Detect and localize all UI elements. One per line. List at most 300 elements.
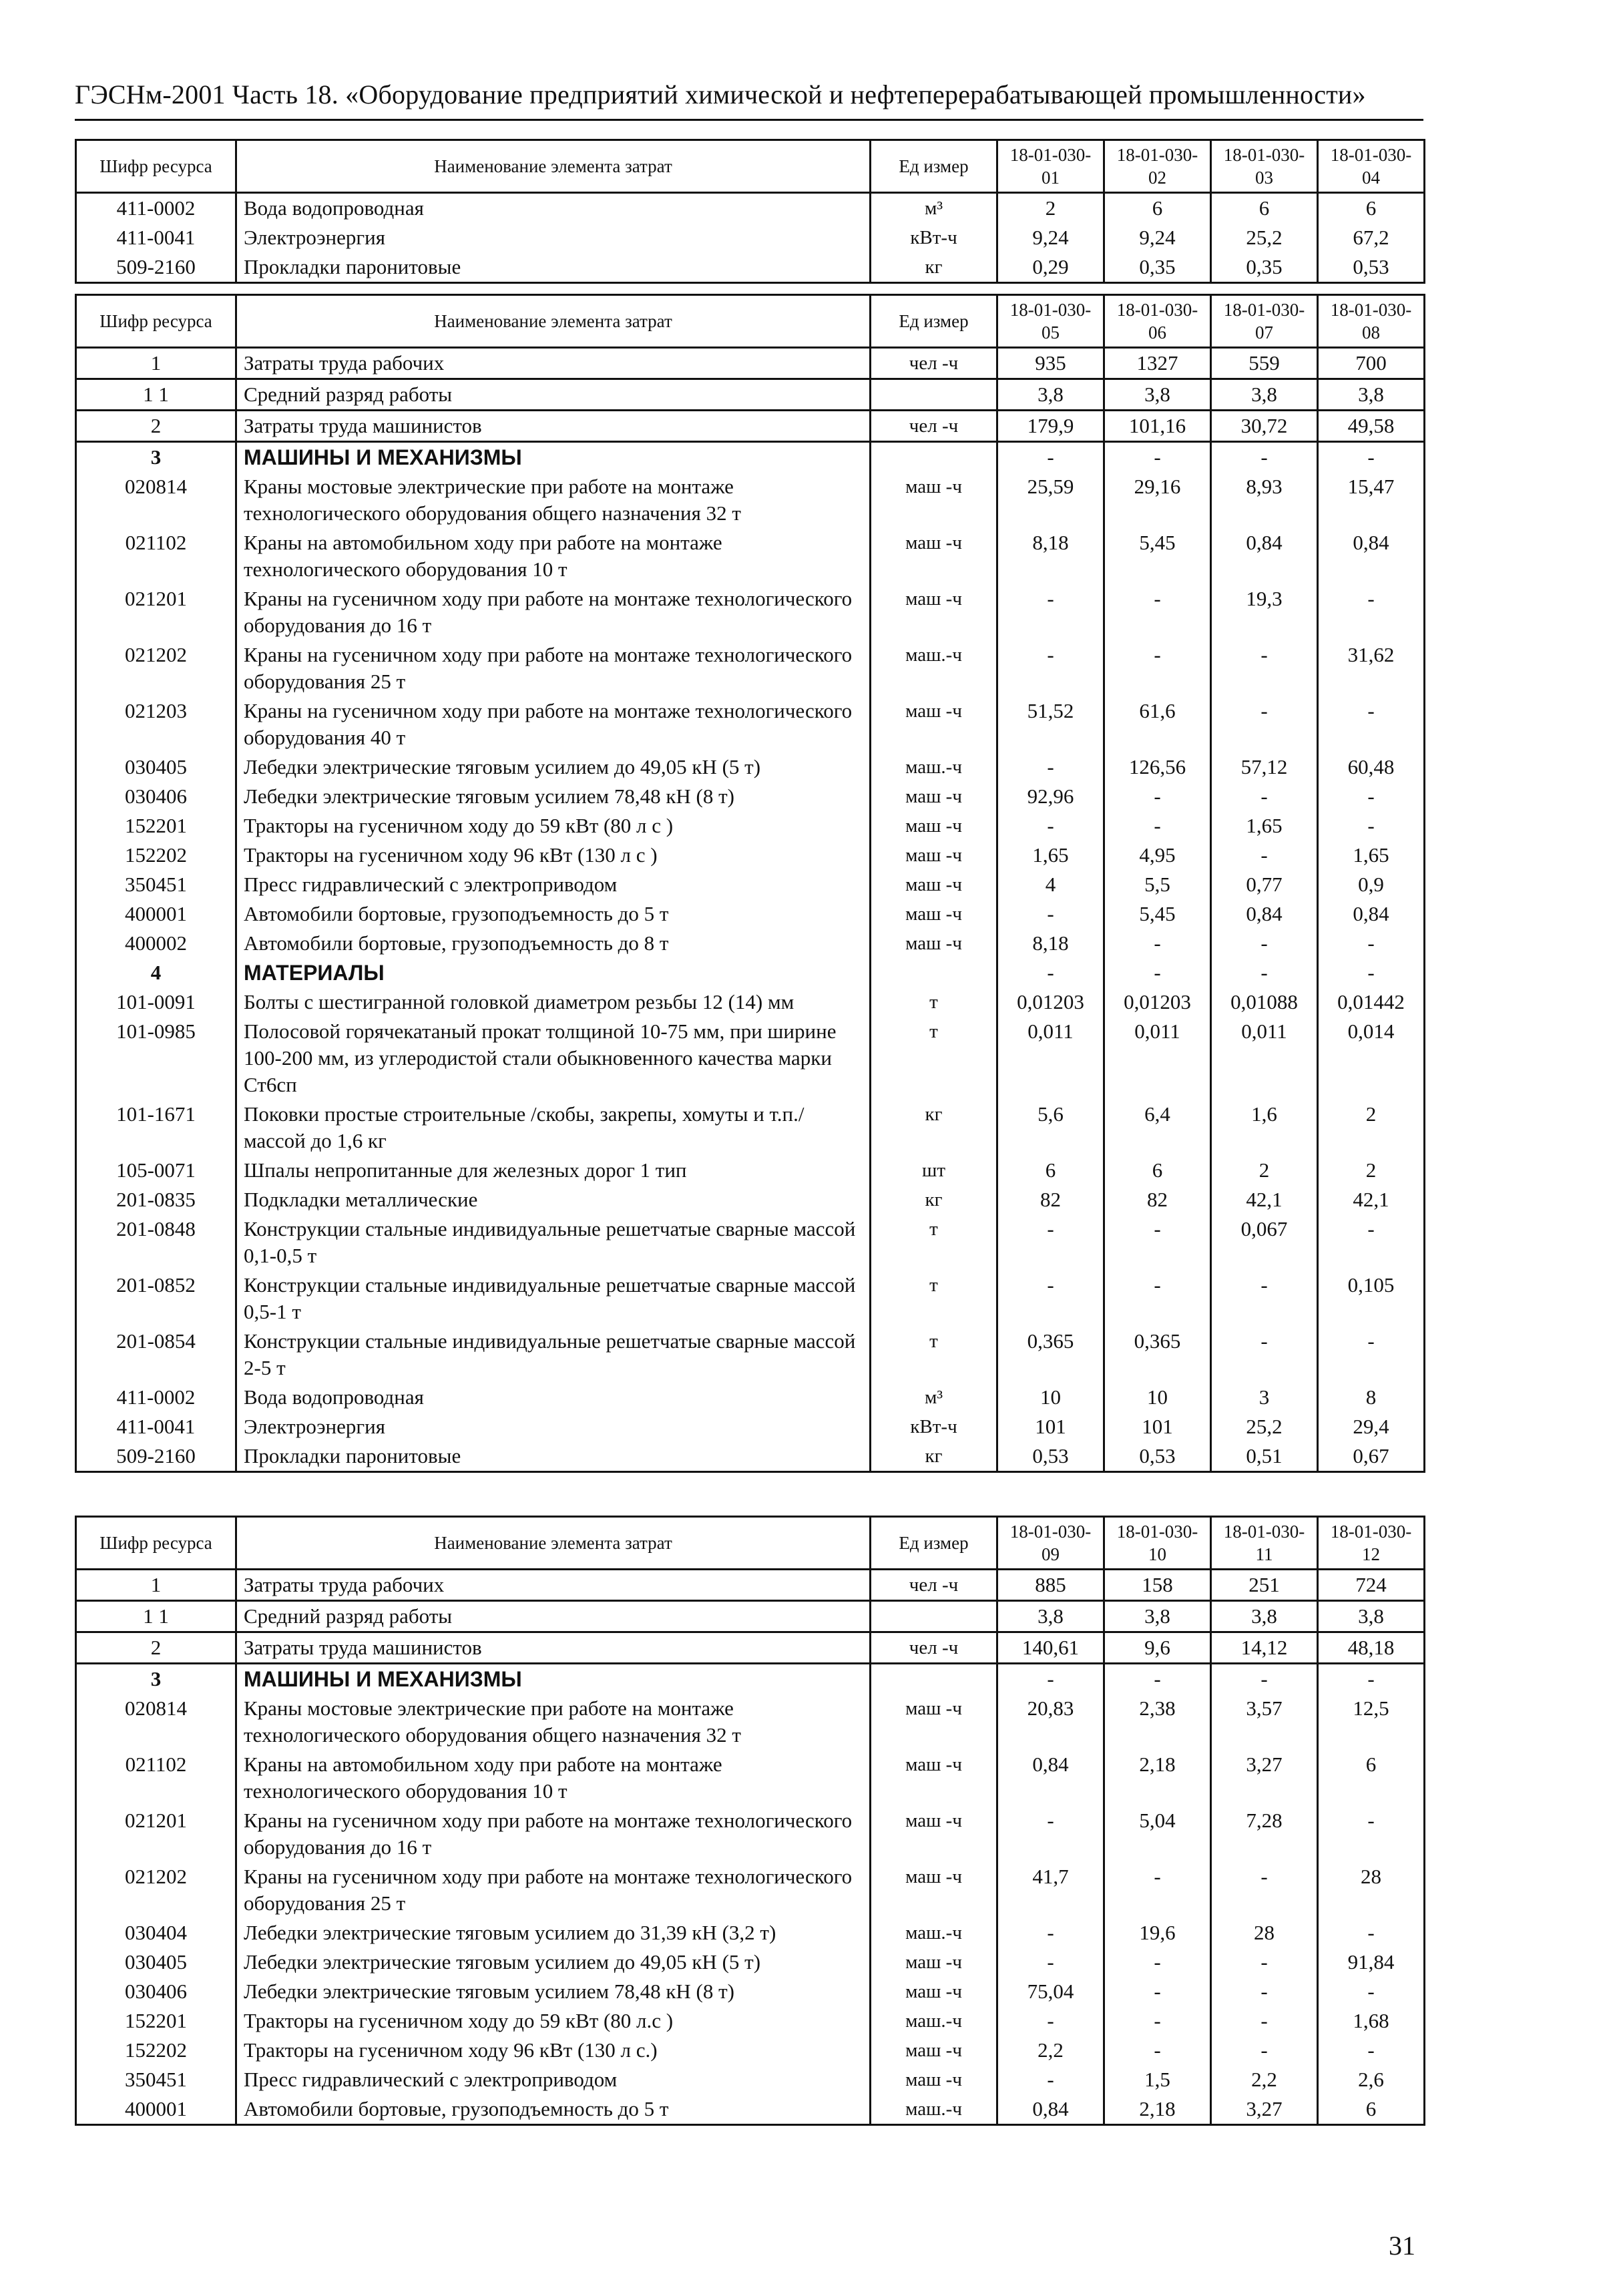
resource-name-cell: Конструкции стальные индивидуальные решетчатые сварные массой 2-5 т bbox=[236, 1327, 871, 1383]
resource-code-cell: 201-0854 bbox=[76, 1327, 236, 1383]
value-cell: - bbox=[1211, 640, 1318, 696]
table-row bbox=[76, 1570, 1425, 1601]
value-cell: 3,8 bbox=[1104, 1601, 1211, 1632]
value-cell: 3,8 bbox=[1211, 1601, 1318, 1632]
value-cell: 2,2 bbox=[1211, 2065, 1318, 2094]
unit-cell: маш -ч bbox=[871, 899, 997, 929]
value-cell: 0,01442 bbox=[1318, 987, 1425, 1017]
resource-name-cell: Электроэнергия bbox=[236, 223, 871, 252]
header-code: Шифр ресурса bbox=[76, 1517, 236, 1570]
value-cell: 31,62 bbox=[1318, 640, 1425, 696]
header-col-2: 18-01-030-06 bbox=[1104, 295, 1211, 348]
resource-code-cell: 152202 bbox=[76, 2036, 236, 2065]
resource-name-cell: Лебедки электрические тяговым усилием 78,48 кН (8 т) bbox=[236, 782, 871, 811]
table-row bbox=[76, 193, 1425, 224]
value-cell: 0,011 bbox=[1211, 1017, 1318, 1100]
resource-name-cell: Прокладки паронитовые bbox=[236, 252, 871, 283]
value-cell: - bbox=[1211, 1271, 1318, 1327]
table-row bbox=[76, 2036, 1425, 2065]
value-cell: 12,5 bbox=[1318, 1694, 1425, 1750]
resource-name-cell: Автомобили бортовые, грузоподъемность до 8 т bbox=[236, 929, 871, 958]
value-cell: 0,53 bbox=[997, 1441, 1104, 1472]
resource-table-3 bbox=[75, 1516, 1425, 2126]
resource-code-cell: 021102 bbox=[76, 1750, 236, 1806]
value-cell: - bbox=[1104, 584, 1211, 640]
value-cell: 9,24 bbox=[1104, 223, 1211, 252]
value-cell: 2,2 bbox=[997, 2036, 1104, 2065]
value-cell: - bbox=[1318, 1918, 1425, 1947]
resource-code-cell: 411-0041 bbox=[76, 1412, 236, 1441]
value-cell: 91,84 bbox=[1318, 1947, 1425, 1977]
value-cell: 67,2 bbox=[1318, 223, 1425, 252]
resource-name-cell: Лебедки электрические тяговым усилием до 31,39 кН (3,2 т) bbox=[236, 1918, 871, 1947]
header-code: Шифр ресурса bbox=[76, 140, 236, 193]
resource-name-cell: Лебедки электрические тяговым усилием 78,48 кН (8 т) bbox=[236, 1977, 871, 2006]
value-cell: 29,4 bbox=[1318, 1412, 1425, 1441]
table-row bbox=[76, 223, 1425, 252]
value-cell: - bbox=[997, 1214, 1104, 1271]
value-cell: 57,12 bbox=[1211, 752, 1318, 782]
header-col-3: 18-01-030-03 bbox=[1211, 140, 1318, 193]
resource-name-cell: Затраты труда рабочих bbox=[236, 1570, 871, 1601]
table-row bbox=[76, 870, 1425, 899]
table-row bbox=[76, 1806, 1425, 1862]
header-code: Шифр ресурса bbox=[76, 295, 236, 348]
value-cell: 42,1 bbox=[1318, 1185, 1425, 1214]
value-cell: 92,96 bbox=[997, 782, 1104, 811]
page-header-title: ГЭСНм-2001 Часть 18. «Оборудование предприятий химической и нефтеперерабатывающей промышленности» bbox=[75, 79, 1366, 109]
value-cell: - bbox=[1318, 1214, 1425, 1271]
value-cell: - bbox=[997, 1806, 1104, 1862]
value-cell: 2,6 bbox=[1318, 2065, 1425, 2094]
resource-code-cell: 201-0835 bbox=[76, 1185, 236, 1214]
header-rule bbox=[75, 119, 1423, 121]
value-cell: 3,8 bbox=[997, 1601, 1104, 1632]
value-cell: - bbox=[997, 2065, 1104, 2094]
resource-name-cell: Краны на гусеничном ходу при работе на монтаже технологического оборудования до 16 т bbox=[236, 584, 871, 640]
unit-cell: чел -ч bbox=[871, 1632, 997, 1664]
resource-name-cell: Пресс гидравлический с электроприводом bbox=[236, 2065, 871, 2094]
value-cell: 61,6 bbox=[1104, 696, 1211, 752]
resource-name-cell: Вода водопроводная bbox=[236, 193, 871, 224]
unit-cell bbox=[871, 379, 997, 411]
table-row bbox=[76, 1271, 1425, 1327]
table-row bbox=[76, 584, 1425, 640]
value-cell: - bbox=[1104, 1862, 1211, 1918]
header-col-3: 18-01-030-07 bbox=[1211, 295, 1318, 348]
header-name: Наименование элемента затрат bbox=[236, 295, 871, 348]
resource-name-cell: МАШИНЫ И МЕХАНИЗМЫ bbox=[236, 1664, 871, 1694]
resource-name-cell: Лебедки электрические тяговым усилием до 49,05 кН (5 т) bbox=[236, 752, 871, 782]
value-cell: 179,9 bbox=[997, 411, 1104, 442]
table-row bbox=[76, 1327, 1425, 1383]
table-row bbox=[76, 472, 1425, 528]
resource-name-cell: Прокладки паронитовые bbox=[236, 1441, 871, 1472]
value-cell: - bbox=[1104, 1214, 1211, 1271]
value-cell: 6 bbox=[1211, 193, 1318, 224]
header-col-1: 18-01-030-09 bbox=[997, 1517, 1104, 1570]
value-cell: 0,011 bbox=[1104, 1017, 1211, 1100]
value-cell: 19,6 bbox=[1104, 1918, 1211, 1947]
resource-code-cell: 400001 bbox=[76, 899, 236, 929]
header-col-1: 18-01-030-05 bbox=[997, 295, 1104, 348]
table-row bbox=[76, 1214, 1425, 1271]
resource-name-cell: МАШИНЫ И МЕХАНИЗМЫ bbox=[236, 442, 871, 473]
unit-cell: кг bbox=[871, 1185, 997, 1214]
value-cell: 29,16 bbox=[1104, 472, 1211, 528]
table-row bbox=[76, 2006, 1425, 2036]
value-cell: - bbox=[1104, 782, 1211, 811]
value-cell: - bbox=[997, 1271, 1104, 1327]
resource-name-cell: Автомобили бортовые, грузоподъемность до 5 т bbox=[236, 2094, 871, 2125]
table-row bbox=[76, 752, 1425, 782]
resource-code-cell: 030404 bbox=[76, 1918, 236, 1947]
resource-code-cell: 101-1671 bbox=[76, 1100, 236, 1156]
value-cell: 0,84 bbox=[997, 2094, 1104, 2125]
value-cell: 3,8 bbox=[1211, 379, 1318, 411]
resource-name-cell: Средний разряд работы bbox=[236, 379, 871, 411]
value-cell: 6 bbox=[997, 1156, 1104, 1185]
table-row bbox=[76, 1441, 1425, 1472]
value-cell: - bbox=[997, 640, 1104, 696]
value-cell: 6 bbox=[1104, 193, 1211, 224]
value-cell: 0,84 bbox=[1318, 528, 1425, 584]
value-cell: 14,12 bbox=[1211, 1632, 1318, 1664]
value-cell: 30,72 bbox=[1211, 411, 1318, 442]
table-row bbox=[76, 1383, 1425, 1412]
header-col-4: 18-01-030-12 bbox=[1318, 1517, 1425, 1570]
value-cell: 6 bbox=[1318, 193, 1425, 224]
value-cell: 6 bbox=[1318, 1750, 1425, 1806]
unit-cell: кг bbox=[871, 252, 997, 283]
resource-code-cell: 021202 bbox=[76, 1862, 236, 1918]
value-cell: 0,51 bbox=[1211, 1441, 1318, 1472]
value-cell: 0,84 bbox=[997, 1750, 1104, 1806]
value-cell: 75,04 bbox=[997, 1977, 1104, 2006]
value-cell: 0,365 bbox=[1104, 1327, 1211, 1383]
value-cell: - bbox=[1318, 584, 1425, 640]
value-cell: - bbox=[1104, 2036, 1211, 2065]
value-cell: - bbox=[1211, 841, 1318, 870]
value-cell: 3 bbox=[1211, 1383, 1318, 1412]
value-cell: 82 bbox=[1104, 1185, 1211, 1214]
table-row bbox=[76, 1977, 1425, 2006]
header-col-1: 18-01-030-01 bbox=[997, 140, 1104, 193]
header-unit: Ед измер bbox=[871, 295, 997, 348]
table-row bbox=[76, 1947, 1425, 1977]
table-row bbox=[76, 1185, 1425, 1214]
value-cell: 3,27 bbox=[1211, 1750, 1318, 1806]
value-cell: 5,6 bbox=[997, 1100, 1104, 1156]
value-cell: 0,365 bbox=[997, 1327, 1104, 1383]
value-cell: 2 bbox=[1318, 1156, 1425, 1185]
value-cell: 0,01203 bbox=[997, 987, 1104, 1017]
value-cell: 0,067 bbox=[1211, 1214, 1318, 1271]
table-row bbox=[76, 348, 1425, 379]
value-cell: 0,84 bbox=[1318, 899, 1425, 929]
unit-cell: маш -ч bbox=[871, 528, 997, 584]
value-cell: 101 bbox=[997, 1412, 1104, 1441]
resource-name-cell: МАТЕРИАЛЫ bbox=[236, 958, 871, 987]
unit-cell: т bbox=[871, 1214, 997, 1271]
table-row bbox=[76, 528, 1425, 584]
resource-code-cell: 030405 bbox=[76, 752, 236, 782]
table-row bbox=[76, 442, 1425, 473]
header-col-2: 18-01-030-02 bbox=[1104, 140, 1211, 193]
resource-code-cell: 350451 bbox=[76, 870, 236, 899]
table-row bbox=[76, 696, 1425, 752]
value-cell: - bbox=[1211, 2036, 1318, 2065]
unit-cell: маш -ч bbox=[871, 2036, 997, 2065]
value-cell: 1,65 bbox=[997, 841, 1104, 870]
value-cell: 7,28 bbox=[1211, 1806, 1318, 1862]
value-cell: 9,24 bbox=[997, 223, 1104, 252]
value-cell: - bbox=[1104, 811, 1211, 841]
unit-cell: чел -ч bbox=[871, 1570, 997, 1601]
resource-code-cell: 4 bbox=[76, 958, 236, 987]
value-cell: 724 bbox=[1318, 1570, 1425, 1601]
unit-cell: маш -ч bbox=[871, 1694, 997, 1750]
resource-code-cell: 101-0985 bbox=[76, 1017, 236, 1100]
table-row bbox=[76, 379, 1425, 411]
value-cell: 0,9 bbox=[1318, 870, 1425, 899]
resource-name-cell: Полосовой горячекатаный прокат толщиной 10-75 мм, при ширине 100-200 мм, из углеродистой стали обыкновенного качества марки Ст6сп bbox=[236, 1017, 871, 1100]
value-cell: - bbox=[1104, 958, 1211, 987]
resource-name-cell: Краны на гусеничном ходу при работе на монтаже технологического оборудования 25 т bbox=[236, 1862, 871, 1918]
table-header-row bbox=[76, 1517, 1425, 1570]
value-cell: 0,014 bbox=[1318, 1017, 1425, 1100]
value-cell: - bbox=[1211, 1862, 1318, 1918]
value-cell: 1,65 bbox=[1318, 841, 1425, 870]
header-col-4: 18-01-030-04 bbox=[1318, 140, 1425, 193]
value-cell: 10 bbox=[1104, 1383, 1211, 1412]
resource-code-cell: 021202 bbox=[76, 640, 236, 696]
value-cell: 5,5 bbox=[1104, 870, 1211, 899]
value-cell: 885 bbox=[997, 1570, 1104, 1601]
value-cell: - bbox=[1211, 958, 1318, 987]
header-col-4: 18-01-030-08 bbox=[1318, 295, 1425, 348]
resource-name-cell: Тракторы на гусеничном ходу 96 кВт (130 л с.) bbox=[236, 2036, 871, 2065]
value-cell: 140,61 bbox=[997, 1632, 1104, 1664]
value-cell: 25,2 bbox=[1211, 1412, 1318, 1441]
header-col-2: 18-01-030-10 bbox=[1104, 1517, 1211, 1570]
resource-name-cell: Лебедки электрические тяговым усилием до 49,05 кН (5 т) bbox=[236, 1947, 871, 1977]
value-cell: 28 bbox=[1318, 1862, 1425, 1918]
value-cell: 0,77 bbox=[1211, 870, 1318, 899]
header-name: Наименование элемента затрат bbox=[236, 1517, 871, 1570]
unit-cell bbox=[871, 1664, 997, 1694]
table-row bbox=[76, 1664, 1425, 1694]
unit-cell: маш -ч bbox=[871, 584, 997, 640]
value-cell: 4 bbox=[997, 870, 1104, 899]
value-cell: 1,68 bbox=[1318, 2006, 1425, 2036]
resource-name-cell: Краны мостовые электрические при работе на монтаже технологического оборудования общего назначения 32 т bbox=[236, 1694, 871, 1750]
table-row bbox=[76, 1017, 1425, 1100]
value-cell: 0,35 bbox=[1104, 252, 1211, 283]
unit-cell: маш -ч bbox=[871, 472, 997, 528]
unit-cell: маш -ч bbox=[871, 811, 997, 841]
table-row bbox=[76, 1862, 1425, 1918]
unit-cell: кг bbox=[871, 1441, 997, 1472]
value-cell: 101,16 bbox=[1104, 411, 1211, 442]
resource-name-cell: Поковки простые строительные /скобы, закрепы, хомуты и т.п./ массой до 1,6 кг bbox=[236, 1100, 871, 1156]
table-row bbox=[76, 2065, 1425, 2094]
value-cell: - bbox=[1104, 1271, 1211, 1327]
value-cell: 0,29 bbox=[997, 252, 1104, 283]
unit-cell: маш -ч bbox=[871, 870, 997, 899]
value-cell: 2 bbox=[1211, 1156, 1318, 1185]
value-cell: - bbox=[1104, 442, 1211, 473]
resource-code-cell: 2 bbox=[76, 1632, 236, 1664]
value-cell: 6,4 bbox=[1104, 1100, 1211, 1156]
value-cell: 10 bbox=[997, 1383, 1104, 1412]
table-row bbox=[76, 958, 1425, 987]
value-cell: 3,27 bbox=[1211, 2094, 1318, 2125]
value-cell: 0,84 bbox=[1211, 528, 1318, 584]
value-cell: 2,18 bbox=[1104, 1750, 1211, 1806]
value-cell: - bbox=[997, 1918, 1104, 1947]
unit-cell: т bbox=[871, 1017, 997, 1100]
unit-cell: маш -ч bbox=[871, 1977, 997, 2006]
value-cell: 2,18 bbox=[1104, 2094, 1211, 2125]
resource-code-cell: 152201 bbox=[76, 811, 236, 841]
resource-name-cell: Краны на гусеничном ходу при работе на монтаже технологического оборудования 40 т bbox=[236, 696, 871, 752]
resource-table-1 bbox=[75, 139, 1425, 284]
page-number: 31 bbox=[1389, 2231, 1415, 2261]
value-cell: 4,95 bbox=[1104, 841, 1211, 870]
value-cell: 2 bbox=[1318, 1100, 1425, 1156]
unit-cell: маш -ч bbox=[871, 1947, 997, 1977]
resource-code-cell: 350451 bbox=[76, 2065, 236, 2094]
value-cell: 0,67 bbox=[1318, 1441, 1425, 1472]
resource-code-cell: 021201 bbox=[76, 1806, 236, 1862]
resource-code-cell: 021102 bbox=[76, 528, 236, 584]
value-cell: 51,52 bbox=[997, 696, 1104, 752]
resource-name-cell: Тракторы на гусеничном ходу до 59 кВт (80 л с ) bbox=[236, 811, 871, 841]
table-row bbox=[76, 252, 1425, 283]
header-unit: Ед измер bbox=[871, 140, 997, 193]
value-cell: - bbox=[1318, 929, 1425, 958]
value-cell: - bbox=[1211, 1977, 1318, 2006]
table-row bbox=[76, 929, 1425, 958]
value-cell: 3,8 bbox=[997, 379, 1104, 411]
value-cell: - bbox=[1211, 1327, 1318, 1383]
resource-code-cell: 3 bbox=[76, 1664, 236, 1694]
resource-table-2 bbox=[75, 294, 1425, 1473]
resource-code-cell: 020814 bbox=[76, 472, 236, 528]
table-row bbox=[76, 411, 1425, 442]
resource-name-cell: Вода водопроводная bbox=[236, 1383, 871, 1412]
value-cell: 3,57 bbox=[1211, 1694, 1318, 1750]
value-cell: - bbox=[1318, 696, 1425, 752]
unit-cell: маш -ч bbox=[871, 696, 997, 752]
unit-cell: маш -ч bbox=[871, 782, 997, 811]
unit-cell: маш -ч bbox=[871, 2065, 997, 2094]
unit-cell: маш.-ч bbox=[871, 2094, 997, 2125]
value-cell: - bbox=[1104, 1664, 1211, 1694]
resource-code-cell: 509-2160 bbox=[76, 1441, 236, 1472]
value-cell: 700 bbox=[1318, 348, 1425, 379]
resource-code-cell: 1 1 bbox=[76, 1601, 236, 1632]
resource-name-cell: Затраты труда машинистов bbox=[236, 1632, 871, 1664]
value-cell: 49,58 bbox=[1318, 411, 1425, 442]
resource-code-cell: 1 bbox=[76, 348, 236, 379]
resource-code-cell: 152202 bbox=[76, 841, 236, 870]
value-cell: 5,45 bbox=[1104, 899, 1211, 929]
value-cell: 0,01203 bbox=[1104, 987, 1211, 1017]
value-cell: - bbox=[997, 811, 1104, 841]
value-cell: - bbox=[1318, 442, 1425, 473]
unit-cell: чел -ч bbox=[871, 348, 997, 379]
value-cell: 25,2 bbox=[1211, 223, 1318, 252]
table-row bbox=[76, 987, 1425, 1017]
resource-code-cell: 021201 bbox=[76, 584, 236, 640]
value-cell: 2,38 bbox=[1104, 1694, 1211, 1750]
table-row bbox=[76, 841, 1425, 870]
resource-code-cell: 105-0071 bbox=[76, 1156, 236, 1185]
value-cell: - bbox=[997, 899, 1104, 929]
value-cell: - bbox=[1318, 958, 1425, 987]
table-row bbox=[76, 1412, 1425, 1441]
unit-cell: маш.-ч bbox=[871, 1918, 997, 1947]
value-cell: - bbox=[1104, 1977, 1211, 2006]
table-row bbox=[76, 2094, 1425, 2125]
resource-name-cell: Автомобили бортовые, грузоподъемность до 5 т bbox=[236, 899, 871, 929]
unit-cell: кВт-ч bbox=[871, 1412, 997, 1441]
resource-name-cell: Краны на автомобильном ходу при работе на монтаже технологического оборудования 10 т bbox=[236, 528, 871, 584]
resource-name-cell: Краны на автомобильном ходу при работе на монтаже технологического оборудования 10 т bbox=[236, 1750, 871, 1806]
value-cell: 25,59 bbox=[997, 472, 1104, 528]
value-cell: - bbox=[1104, 1947, 1211, 1977]
value-cell: 251 bbox=[1211, 1570, 1318, 1601]
value-cell: 0,53 bbox=[1104, 1441, 1211, 1472]
resource-code-cell: 3 bbox=[76, 442, 236, 473]
unit-cell: кг bbox=[871, 1100, 997, 1156]
resource-code-cell: 1 bbox=[76, 1570, 236, 1601]
table-row bbox=[76, 1694, 1425, 1750]
resource-name-cell: Краны мостовые электрические при работе на монтаже технологического оборудования общего назначения 32 т bbox=[236, 472, 871, 528]
unit-cell: маш.-ч bbox=[871, 752, 997, 782]
unit-cell: маш -ч bbox=[871, 929, 997, 958]
value-cell: 42,1 bbox=[1211, 1185, 1318, 1214]
unit-cell: м³ bbox=[871, 1383, 997, 1412]
resource-code-cell: 030406 bbox=[76, 782, 236, 811]
table-row bbox=[76, 899, 1425, 929]
value-cell: 82 bbox=[997, 1185, 1104, 1214]
value-cell: 20,83 bbox=[997, 1694, 1104, 1750]
value-cell: - bbox=[1318, 782, 1425, 811]
value-cell: 5,45 bbox=[1104, 528, 1211, 584]
resource-name-cell: Шпалы непропитанные для железных дорог 1 тип bbox=[236, 1156, 871, 1185]
value-cell: 41,7 bbox=[997, 1862, 1104, 1918]
unit-cell: маш.-ч bbox=[871, 640, 997, 696]
resource-code-cell: 020814 bbox=[76, 1694, 236, 1750]
value-cell: 3,8 bbox=[1104, 379, 1211, 411]
value-cell: 1,65 bbox=[1211, 811, 1318, 841]
value-cell: 3,8 bbox=[1318, 1601, 1425, 1632]
value-cell: - bbox=[1211, 929, 1318, 958]
value-cell: - bbox=[997, 1947, 1104, 1977]
value-cell: - bbox=[1318, 1327, 1425, 1383]
value-cell: - bbox=[1211, 2006, 1318, 2036]
unit-cell: т bbox=[871, 987, 997, 1017]
table-header-row bbox=[76, 295, 1425, 348]
value-cell: - bbox=[1104, 2006, 1211, 2036]
value-cell: - bbox=[997, 752, 1104, 782]
value-cell: - bbox=[1318, 2036, 1425, 2065]
resource-code-cell: 411-0002 bbox=[76, 193, 236, 224]
value-cell: 48,18 bbox=[1318, 1632, 1425, 1664]
